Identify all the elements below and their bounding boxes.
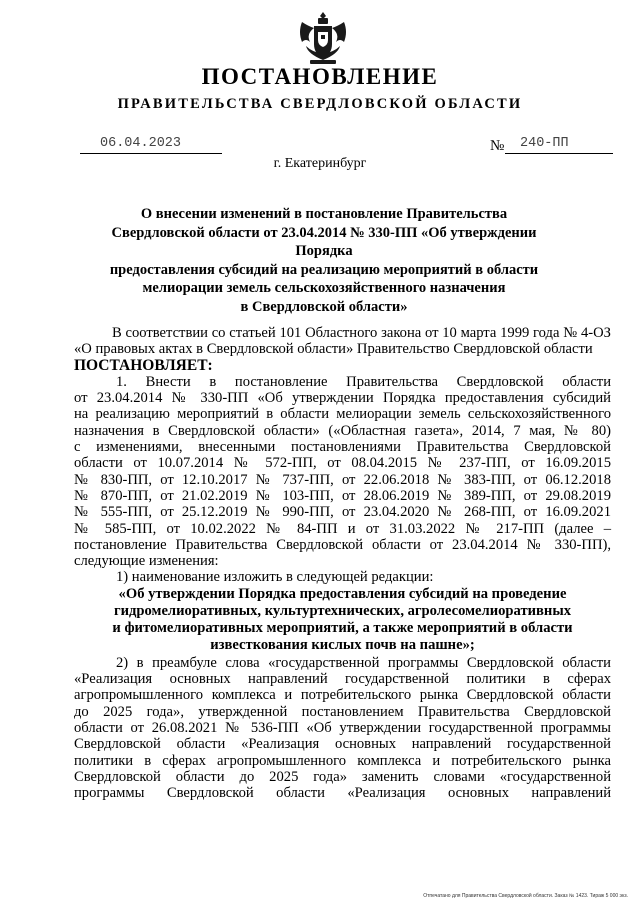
document-heading	[90, 205, 558, 316]
text-line: на реализацию мероприятий в области мелиорации земель сельскохозяйственного	[74, 406, 611, 423]
document-type-title: ПОСТАНОВЛЕНИЕ	[201, 64, 439, 89]
text-line: Свердловской области до 2025 года» заменить словами «государственной	[74, 768, 611, 785]
text-line: агропромышленного комплекса и потребительского рынка Свердловской области	[74, 687, 611, 704]
text-line: «Реализация основных направлений государственной политики в сферах	[74, 671, 611, 688]
text-line: программы Свердловской области «Реализация основных направлений	[74, 785, 611, 802]
document-date: 06.04.2023	[100, 136, 182, 151]
text-line: следующие изменения:	[74, 553, 219, 570]
subitem-1: 1) наименование изложить в следующей редакции:	[116, 569, 434, 586]
intro-paragraph: В соответствии со статьей 101 Областного закона от 10 марта 1999 года № 4-ОЗ «О правовых актах в Свердловской области» Правительство Свердловской области	[74, 325, 611, 358]
text-line: назначения в Свердловской области» («Областная газета», 2014, 7 мая, № 80)	[74, 422, 611, 439]
heading-line: предоставления субсидий на реализацию мероприятий в области	[109, 261, 539, 278]
item-1-paragraph	[74, 374, 611, 570]
text-line: постановление Правительства Свердловской области от 23.04.2014 № 330-ПП),	[74, 536, 611, 553]
text-line: № 830-ПП, от 12.10.2017 № 737-ПП, от 22.06.2018 № 383-ПП, от 06.12.2018	[74, 471, 611, 488]
print-footer: Отпечатано для Правительства Свердловской области. Заказ № 1423. Тираж 5 000 экз.	[423, 893, 628, 899]
issuer-subtitle: ПРАВИТЕЛЬСТВА СВЕРДЛОВСКОЙ ОБЛАСТИ	[117, 96, 523, 112]
text-line: 1. Внести в постановление Правительства Свердловской области	[116, 373, 611, 390]
heading-line: О внесении изменений в постановление Правительства	[140, 206, 508, 222]
document-body	[74, 325, 611, 801]
text-line: Свердловской области «Реализация основных направлений государственной	[74, 736, 611, 753]
heading-line: Свердловской области от 23.04.2014 № 330-ПП «Об утверждении Порядка	[111, 224, 537, 259]
heading-line: в Свердловской области»	[240, 298, 408, 315]
text-line: с изменениями, внесенными постановлениями Правительства Свердловской	[74, 439, 611, 456]
text-line: от 23.04.2014 № 330-ПП «Об утверждении Порядка предоставления субсидий	[74, 390, 611, 407]
number-sign: №	[490, 138, 505, 154]
text-line: № 870-ПП, от 21.02.2019 № 103-ПП, от 28.06.2019 № 389-ПП, от 29.08.2019	[74, 487, 611, 504]
text-line: № 585-ПП, от 10.02.2022 № 84-ПП и от 31.03.2022 № 217-ПП (далее –	[74, 520, 611, 537]
number-underline	[505, 153, 613, 154]
quote-line: и фитомелиоративных мероприятий, а также мероприятий в области	[112, 619, 573, 636]
date-underline	[80, 153, 222, 154]
new-title-quote	[74, 586, 611, 654]
text-line: области от 26.08.2021 № 536-ПП «Об утверждении государственной программы	[74, 719, 611, 736]
text-line: 2) в преамбуле слова «государственной программы Свердловской области	[116, 654, 611, 671]
subitem-2-paragraph	[74, 655, 611, 802]
coat-of-arms-emblem	[292, 8, 354, 70]
heading-line: мелиорации земель сельскохозяйственного назначения	[142, 280, 506, 296]
text-line: политики в сферах агропромышленного комплекса и потребительского рынка	[74, 752, 611, 769]
quote-line: гидромелиоративных, культуртехнических, агролесомелиоративных	[113, 602, 572, 619]
resolves-label: ПОСТАНОВЛЯЕТ:	[74, 356, 213, 374]
text-line: № 555-ПП, от 25.12.2019 № 990-ПП, от 23.04.2020 № 268-ПП, от 16.09.2021	[74, 504, 611, 521]
quote-line: «Об утверждении Порядка предоставления субсидий на проведение	[118, 585, 567, 602]
text-line: области от 10.07.2014 № 572-ПП, от 08.04.2015 № 237-ПП, от 16.09.2015	[74, 455, 611, 472]
text-line: до 2025 года», утвержденной постановлением Правительства Свердловской	[74, 703, 611, 720]
document-number: 240-ПП	[520, 136, 569, 151]
city-label: г. Екатеринбург	[273, 156, 367, 171]
quote-line: известкования кислых почв на пашне»;	[210, 636, 475, 653]
